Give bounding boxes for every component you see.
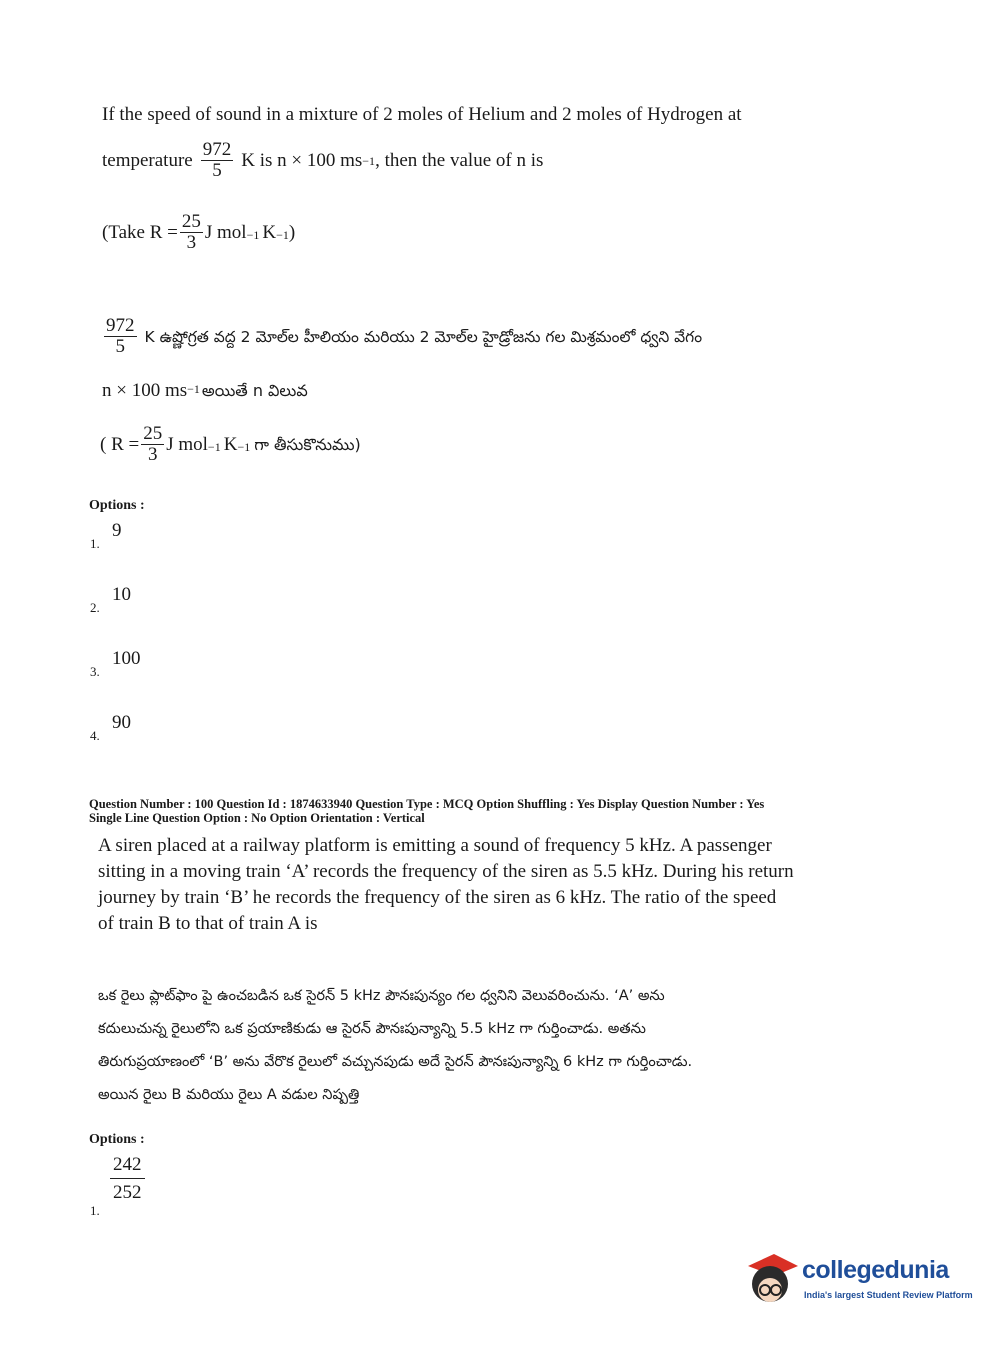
q99-te-r: [100, 424, 361, 465]
q100-meta-line1: Question Number : 100 Question Id : 1874633940 Question Type : MCQ Option Shuffling : Yes Display Question Number : Yes: [89, 797, 765, 811]
q100-en-line1: A siren placed at a railway platform is emitting a sound of frequency 5 kHz. A passenger: [98, 835, 772, 856]
q99-te-r-prefix: ( R =: [100, 433, 140, 455]
q99-sup: −1: [362, 154, 376, 168]
q99-temp-fraction: [201, 140, 234, 181]
q99-r-fraction: [180, 212, 203, 253]
q99-option-4-num: 4.: [90, 728, 100, 743]
q100-en-line4: of train B to that of train A is: [98, 913, 318, 934]
q99-te-r-suffix: గా తీసుకొనుము): [254, 434, 361, 454]
q99-en-line2: [102, 140, 543, 181]
q99-temp-suffix-b: , then the value of n is: [375, 149, 544, 171]
q99-unit-k: K: [262, 221, 277, 243]
collegedunia-logo: [740, 1248, 973, 1312]
q100-option-1-num: 1.: [90, 1203, 100, 1218]
q100-en-text: [98, 833, 878, 937]
q99-r-num: 25: [181, 211, 201, 232]
q99-te-line2-b: అయితే n విలువ: [201, 381, 308, 400]
q99-unit-sup1: −1: [246, 228, 260, 242]
q99-option-3-num: 3.: [90, 664, 100, 679]
q100-en-line3: journey by train ‘B’ he records the frequency of the siren as 6 kHz. The ratio of the speed: [98, 887, 777, 908]
q99-te-r-den: 3: [147, 444, 158, 465]
q99-close-paren: ): [288, 221, 296, 243]
q100-meta-line2: Single Line Question Option : No Option Orientation : Vertical: [89, 811, 425, 825]
q99-r-den: 3: [186, 232, 197, 253]
q99-option-3-value: 100: [112, 648, 141, 669]
q99-te-line1: [102, 316, 702, 357]
q99-option-2-value: 10: [112, 584, 131, 605]
logo-name: collegedunia: [802, 1256, 949, 1284]
q100-te-line3: తిరుగుప్రయాణంలో ‘B’ అను వేరొక రైలులో వచ్చునపుడు అదే సైరన్ పౌనఃపున్యాన్ని 6 kHz గా గుర్తించాడు.: [98, 1054, 693, 1070]
q99-te-unit-sup2: −1: [237, 440, 251, 454]
q99-option-1-value: 9: [112, 520, 122, 541]
q100-te-line2: కదులుచున్న రైలులోని ఒక ప్రయాణికుడు ఆ సైరన్ పౌనఃపున్యాన్ని 5.5 kHz గా గుర్తించాడు. అతను: [98, 1021, 646, 1037]
q99-te-line2: [102, 376, 308, 406]
q99-te-unit-k: K: [223, 433, 238, 455]
q100-en-line2: sitting in a moving train ‘A’ records the frequency of the siren as 5.5 kHz. During his return: [98, 861, 794, 882]
q99-te-fraction: [104, 316, 137, 357]
q99-te-unit-j: J mol: [166, 433, 208, 455]
q99-temp-suffix-a: K is n × 100 ms: [241, 149, 363, 171]
q100-te-line4: అయిన రైలు B మరియు రైలు A వడుల నిష్పత్తి: [98, 1087, 360, 1103]
q99-temp-prefix: temperature: [102, 149, 193, 171]
logo-tagline: India's largest Student Review Platform: [804, 1290, 973, 1300]
q99-unit-sup2: −1: [276, 228, 289, 242]
q100-option-1-fraction: [110, 1152, 145, 1207]
q100-te-line1: ఒక రైలు ప్లాట్‌ఫాం పై ఉంచబడిన ఒక సైరన్ 5 kHz పౌనఃపున్యం గల ధ్వనిని వెలువరించును. ‘A’ అను: [98, 988, 665, 1004]
mascot-icon: [740, 1250, 800, 1310]
q99-te-text1: K ఉష్ణోగ్రత వద్ద 2 మోల్‌ల హీలియం మరియు 2 మోల్‌ల హైడ్రోజను గల మిశ్రమంలో ధ్వని వేగం: [144, 327, 703, 346]
q99-take-r: [102, 212, 295, 253]
q99-en-line1: If the speed of sound in a mixture of 2 moles of Helium and 2 moles of Hydrogen at: [102, 104, 742, 125]
q99-te-frac-den: 5: [115, 336, 125, 357]
q99-option-4-value: 90: [112, 712, 131, 733]
q99-frac-den: 5: [212, 160, 222, 181]
q99-frac-num: 972: [202, 139, 232, 160]
q99-unit-j: J mol: [204, 221, 247, 243]
q99-te-frac-num: 972: [106, 315, 135, 336]
q99-te-r-fraction: [141, 424, 164, 465]
q99-options-label: Options :: [89, 498, 145, 513]
q99-te-unit-sup1: −1: [207, 440, 221, 454]
q99-option-2-num: 2.: [90, 600, 100, 615]
q99-te-r-num: 25: [143, 423, 163, 444]
q99-te-line2-a: n × 100 ms: [102, 380, 188, 401]
q99-take-r-prefix: (Take R =: [102, 221, 178, 243]
q100-option-1-den-value: 252: [113, 1182, 142, 1203]
q99-option-1-num: 1.: [90, 536, 100, 551]
q100-options-label: Options :: [89, 1132, 145, 1147]
q100-te-text: [98, 980, 888, 1112]
q100-option-1-num-value: 242: [110, 1152, 145, 1179]
q99-te-line2-sup: −1: [187, 382, 200, 396]
